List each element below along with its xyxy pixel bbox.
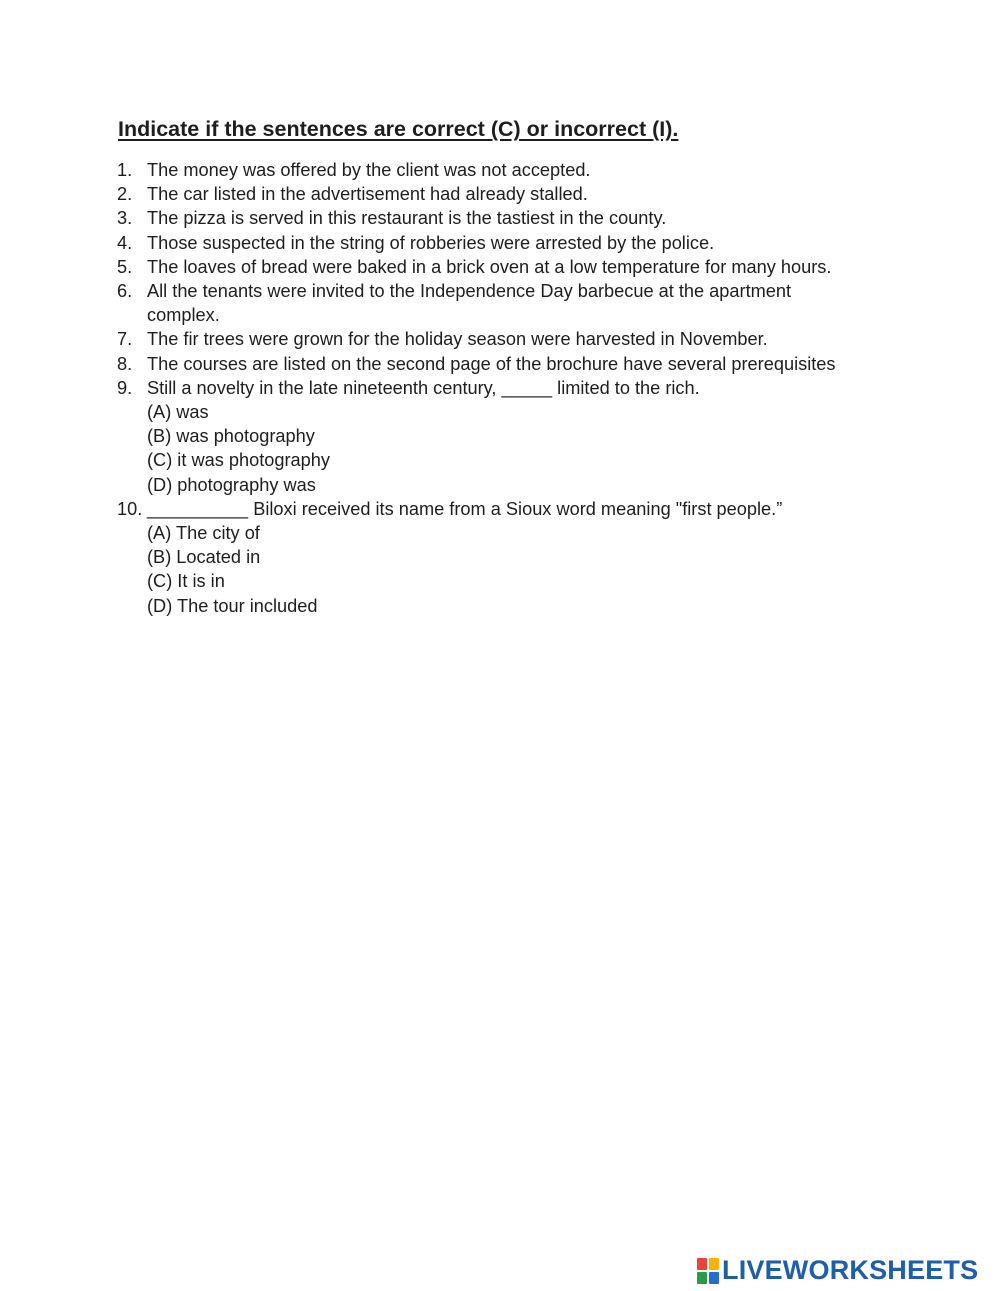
question-list [117, 158, 857, 618]
worksheet-heading: Indicate if the sentences are correct (C) or incorrect (I). [118, 117, 679, 141]
question-number: 2. [117, 184, 133, 205]
answer-option: (A) was [147, 402, 209, 423]
question-item-4 [117, 231, 857, 255]
question-text: The money was offered by the client was not accepted. [147, 160, 591, 180]
answer-option: (B) was photography [147, 426, 315, 447]
question-item-1 [117, 158, 857, 182]
question-number: 1. [117, 160, 133, 180]
question-number: 10. [117, 498, 143, 519]
answer-option: (C) it was photography [147, 450, 330, 471]
question-text: The courses are listed on the second page of the brochure have several prerequisites [147, 353, 836, 374]
question-text: The pizza is served in this restaurant is the tastiest in the county. [147, 208, 667, 229]
question-text: All the tenants were invited to the Independence Day barbecue at the apartment complex. [147, 281, 792, 326]
liveworksheets-logo-icon [697, 1258, 719, 1284]
question-number: 6. [117, 281, 133, 302]
liveworksheets-logo [697, 1255, 978, 1286]
answer-option: (D) photography was [147, 474, 316, 495]
question-number: 4. [117, 232, 133, 253]
question-item-3 [117, 206, 857, 230]
question-text: Still a novelty in the late nineteenth century, _____ limited to the rich. [147, 377, 700, 398]
logo-tile [697, 1272, 707, 1284]
question-text: The car listed in the advertisement had already stalled. [147, 184, 588, 205]
logo-tile [697, 1258, 707, 1270]
question-text: The fir trees were grown for the holiday season were harvested in November. [147, 329, 768, 350]
question-item-8 [117, 352, 857, 376]
question-item-5 [117, 255, 857, 279]
question-item-6 [117, 279, 857, 327]
question-text: The loaves of bread were baked in a brick oven at a low temperature for many hours. [147, 256, 832, 277]
question-number: 3. [117, 208, 133, 229]
logo-tile [709, 1272, 719, 1284]
liveworksheets-wordmark: LIVEWORKSHEETS [722, 1255, 979, 1285]
answer-option: (A) The city of [147, 523, 260, 544]
question-item-7 [117, 327, 857, 351]
question-item-2 [117, 182, 857, 206]
answer-option: (C) It is in [147, 571, 225, 592]
question-number: 8. [117, 353, 133, 374]
question-number: 5. [117, 256, 133, 277]
question-item-9 [117, 376, 857, 400]
logo-tile [709, 1258, 719, 1270]
question-number: 9. [117, 377, 133, 398]
answer-option: (D) The tour included [147, 595, 318, 616]
question-item-10 [117, 497, 857, 521]
question-text: __________ Biloxi received its name from a Sioux word meaning "first people.” [147, 498, 783, 519]
answer-option: (B) Located in [147, 547, 261, 568]
question-number: 7. [117, 329, 133, 350]
question-text: Those suspected in the string of robberies were arrested by the police. [147, 232, 715, 253]
